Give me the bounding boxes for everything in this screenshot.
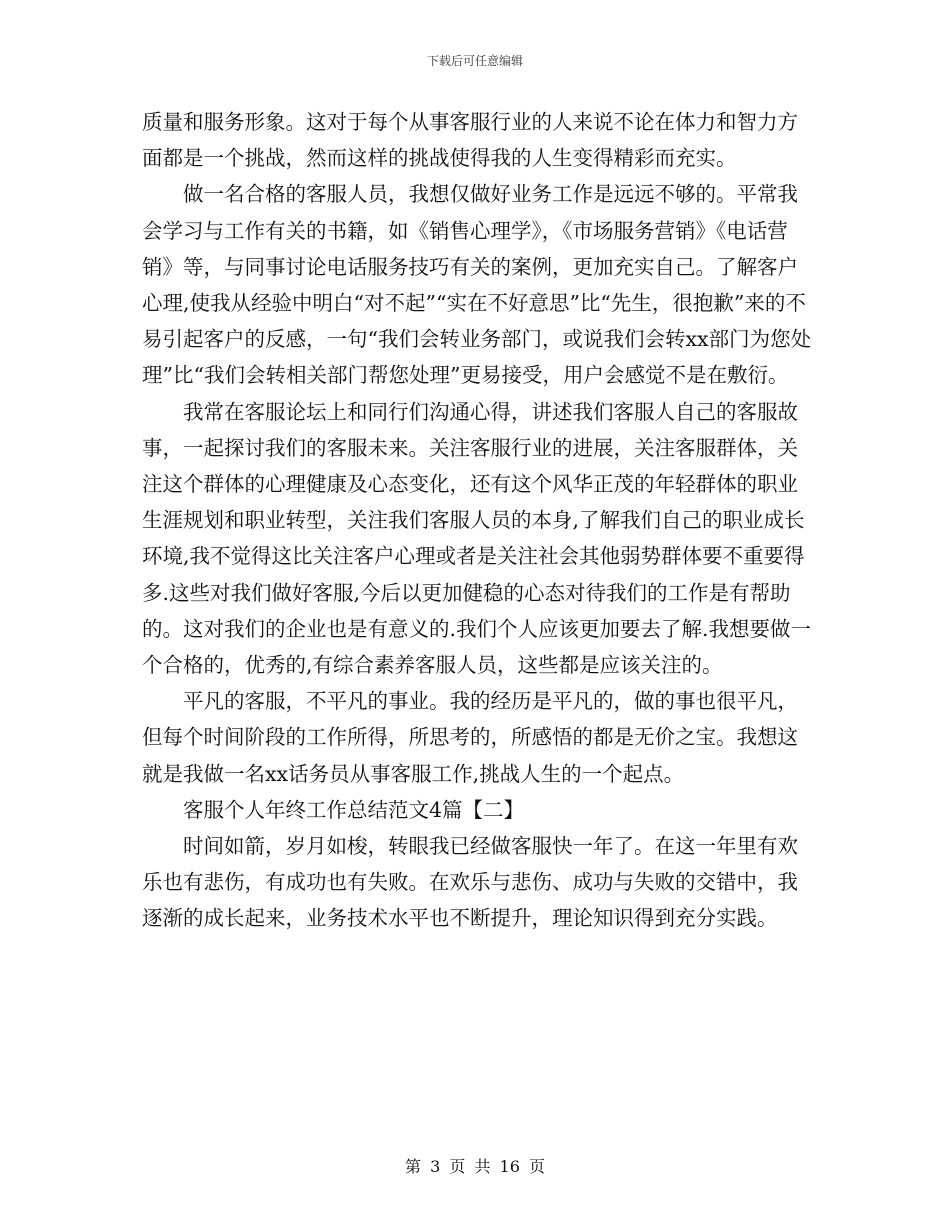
paragraph-3: 我常在客服论坛上和同行们沟通心得，讲述我们客服人自己的客服故事，一起探讨我们的客服未来。关注客服行业的进展，关注客服群体，关注这个群体的心理健康及心态变化，还有这个风华正茂的年轻群体的职业生涯规划和职业转型，关注我们客服人员的本身,了解我们自己的职业成长环境,我不觉得这比关注客户心理或者是关注社会其他弱势群体要不重要得多.这些对我们做好客服,今后以更加健稳的心态对待我们的工作是有帮助的。这对我们的企业也是有意义的.我们个人应该更加要去了解.我想要做一个合格的，优秀的,有综合素养客服人员，这些都是应该关注的。 <box>142 399 812 678</box>
document-body <box>142 104 814 937</box>
section-heading: 客服个人年终工作总结范文4篇【二】 <box>183 797 525 822</box>
paragraph-5: 时间如箭，岁月如梭，转眼我已经做客服快一年了。在这一年里有欢乐也有悲伤，有成功也有失败。在欢乐与悲伤、成功与失败的交错中，我逐渐的成长起来，业务技术水平也不断提升，理论知识得到充分实践。 <box>142 834 798 931</box>
paragraph-1: 质量和服务形象。这对于每个从事客服行业的人来说不论在体力和智力方面都是一个挑战，然而这样的挑战使得我的人生变得精彩而充实。 <box>142 110 798 171</box>
paragraph-4: 平凡的客服，不平凡的事业。我的经历是平凡的，做的事也很平凡，但每个时间阶段的工作所得，所思考的，所感悟的都是无价之宝。我想这就是我做一名xx话务员从事客服工作,挑战人生的一个起点。 <box>142 689 798 786</box>
paragraph-2: 做一名合格的客服人员，我想仅做好业务工作是远远不够的。平常我会学习与工作有关的书籍，如《销售心理学》，《市场服务营销》《电话营销》等，与同事讨论电话服务技巧有关的案例，更加充实自己。了解客户心理,使我从经验中明白“对不起”“实在不好意思”比“先生，很抱歉”来的不易引起客户的反感，一句“我们会转业务部门，或说我们会转xx部门为您处理”比“我们会转相关部门帮您处理”更易接受，用户会感觉不是在敷衍。 <box>142 182 812 388</box>
page-header: 下载后可任意编辑 <box>426 54 523 68</box>
page-number-footer: 第 3 页 共 16 页 <box>405 1157 545 1176</box>
